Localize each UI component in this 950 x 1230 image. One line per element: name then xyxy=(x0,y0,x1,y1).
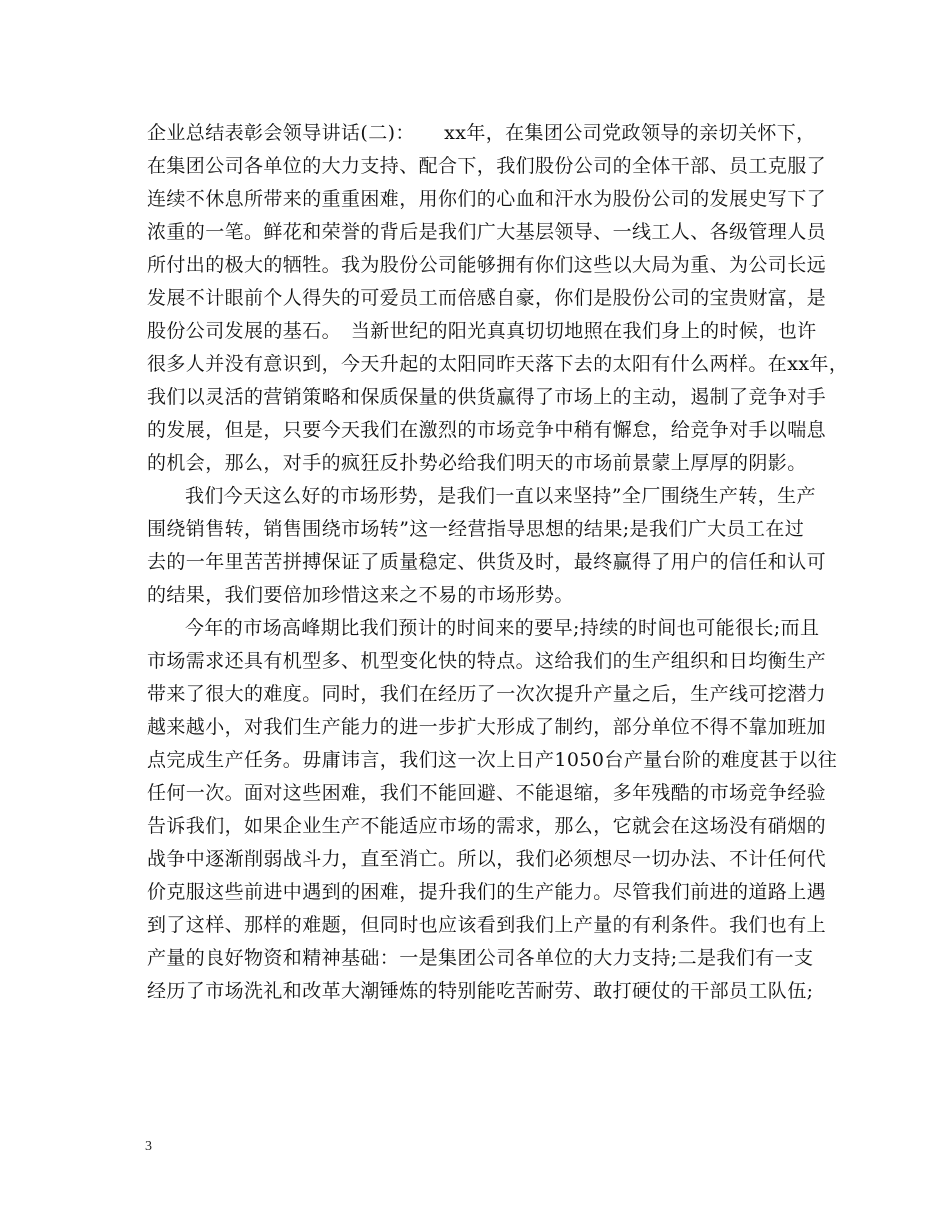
text-line: 经历了市场洗礼和改革大潮锤炼的特别能吃苦耐劳、敢打硬仗的干部员工队伍; xyxy=(147,980,814,1002)
text-line: 的发展，但是，只要今天我们在激烈的市场竞争中稍有懈怠，给竞争对手以喘息 xyxy=(147,419,827,441)
text-line: 任何一次。面对这些困难，我们不能回避、不能退缩，多年残酷的市场竞争经验 xyxy=(147,782,827,804)
text-line: 越来越小，对我们生产能力的进一步扩大形成了制约，部分单位不得不靠加班加 xyxy=(147,716,827,738)
text-line: 市场需求还具有机型多、机型变化快的特点。这给我们的生产组织和日均衡生产 xyxy=(147,650,827,672)
text-line: 围绕销售转，销售围绕市场转”这一经营指导思想的结果;是我们广大员工在过 xyxy=(147,518,805,540)
text-line: 价克服这些前进中遇到的困难，提升我们的生产能力。尽管我们前进的道路上遇 xyxy=(147,881,827,903)
text-line: 的结果，我们要倍加珍惜这来之不易的市场形势。 xyxy=(147,584,574,606)
text-line: 去的一年里苦苦拼搏保证了质量稳定、供货及时，最终赢得了用户的信任和认可 xyxy=(147,551,827,573)
text-line: 战争中逐渐削弱战斗力，直至消亡。所以，我们必须想尽一切办法、不计任何代 xyxy=(147,848,827,870)
text-line: 在集团公司各单位的大力支持、配合下，我们股份公司的全体干部、员工克服了 xyxy=(147,155,827,177)
text-line: 连续不休息所带来的重重困难，用你们的心血和汗水为股份公司的发展史写下了 xyxy=(147,188,827,210)
text-line: 股份公司发展的基石。 当新世纪的阳光真真切切地照在我们身上的时候，也许 xyxy=(147,320,817,342)
text-line: 我们以灵活的营销策略和保质保量的供货赢得了市场上的主动，遏制了竞争对手 xyxy=(147,386,827,408)
text-line: 浓重的一笔。鲜花和荣誉的背后是我们广大基层领导、一线工人、各级管理人员 xyxy=(147,221,827,243)
text-line: 很多人并没有意识到，今天升起的太阳同昨天落下去的太阳有什么两样。在xx年， xyxy=(147,353,849,375)
text-line: 我们今天这么好的市场形势，是我们一直以来坚持”全厂围绕生产转，生产 xyxy=(185,485,816,507)
page-number: 3 xyxy=(145,1139,152,1154)
text-line: 所付出的极大的牺牲。我为股份公司能够拥有你们这些以大局为重、为公司长远 xyxy=(147,254,827,276)
text-line: 到了这样、那样的难题，但同时也应该看到我们上产量的有利条件。我们也有上 xyxy=(147,914,827,936)
text-line: 今年的市场高峰期比我们预计的时间来的要早;持续的时间也可能很长;而且 xyxy=(185,617,820,639)
text-line: 带来了很大的难度。同时，我们在经历了一次次提升产量之后，生产线可挖潜力 xyxy=(147,683,827,705)
text-line: 告诉我们，如果企业生产不能适应市场的需求，那么，它就会在这场没有硝烟的 xyxy=(147,815,827,837)
document-body xyxy=(147,117,849,1008)
text-line: 发展不计眼前个人得失的可爱员工而倍感自豪，你们是股份公司的宝贵财富，是 xyxy=(147,287,827,309)
text-line: 产量的良好物资和精神基础：一是集团公司各单位的大力支持;二是我们有一支 xyxy=(147,947,814,969)
text-line: 点完成生产任务。毋庸讳言，我们这一次上日产1050台产量台阶的难度甚于以往 xyxy=(147,749,838,771)
text-line: 的机会，那么，对手的疯狂反扑势必给我们明天的市场前景蒙上厚厚的阴影。 xyxy=(147,452,807,474)
text-line: 企业总结表彰会领导讲话(二)： xx年，在集团公司党政领导的亲切关怀下， xyxy=(147,122,816,144)
